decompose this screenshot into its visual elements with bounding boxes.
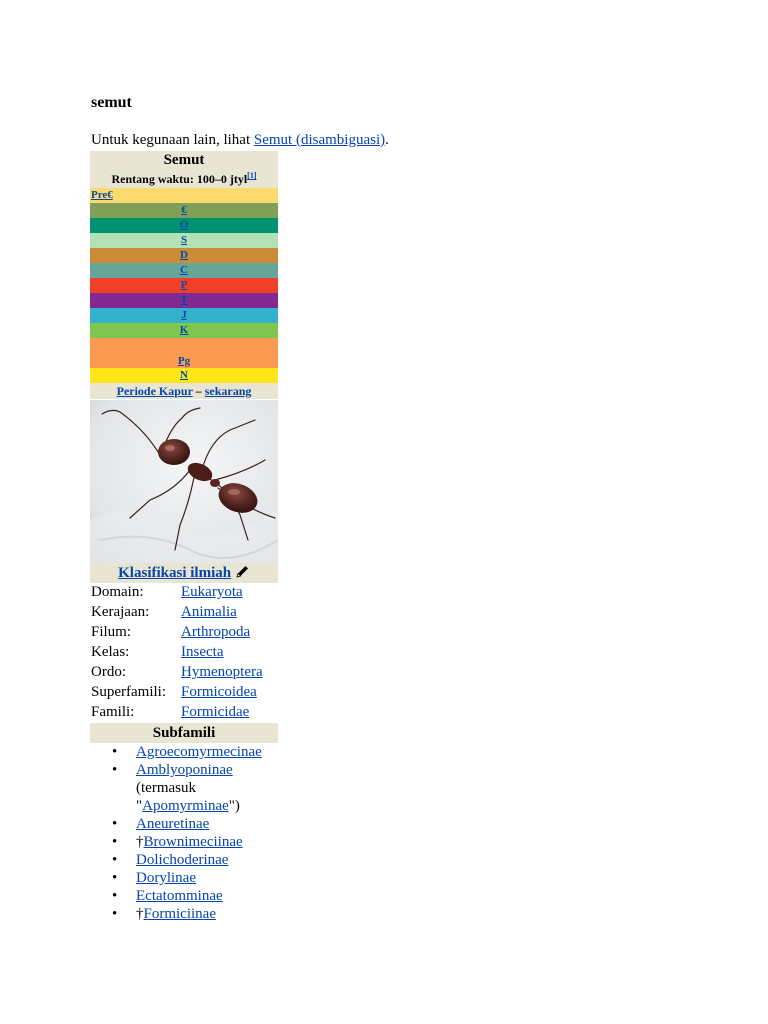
table-row	[90, 643, 278, 663]
taxobox-header	[90, 151, 278, 188]
taxon-link[interactable]: Eukaryota	[181, 584, 243, 600]
rank-label: Superfamili:	[91, 684, 166, 700]
bullet-icon: •	[112, 744, 118, 760]
time-band-link[interactable]: T	[180, 294, 188, 306]
taxon-link[interactable]: Insecta	[181, 644, 224, 660]
time-band-cambrian	[90, 203, 278, 218]
taxobox	[90, 151, 278, 923]
subfamily-link[interactable]: Aneuretinae	[136, 816, 210, 832]
subfamily-link[interactable]: Formiciinae	[143, 906, 216, 922]
time-band-devonian	[90, 248, 278, 263]
pencil-icon[interactable]	[235, 564, 250, 579]
taxon-link[interactable]: Formicoidea	[181, 684, 257, 700]
table-row	[90, 683, 278, 703]
subfamily-note-end: ")	[228, 798, 240, 814]
ant-photo[interactable]	[90, 400, 278, 563]
time-band-silurian	[90, 233, 278, 248]
list-item	[90, 761, 268, 815]
page-title: semut	[91, 94, 132, 111]
subfamily-header: Subfamili	[90, 723, 278, 743]
time-band-permian	[90, 278, 278, 293]
table-row	[90, 703, 278, 723]
taxon-link[interactable]: Arthropoda	[181, 624, 251, 640]
time-band-ordovician	[90, 218, 278, 233]
subfamily-note-link[interactable]: Apomyrminae	[142, 798, 229, 814]
bullet-icon: •	[112, 888, 118, 904]
table-row	[90, 583, 278, 603]
time-band-link[interactable]: C	[180, 264, 188, 276]
hatnote	[91, 132, 389, 149]
time-band-link[interactable]: D	[180, 249, 188, 261]
period-start-link[interactable]: Periode Kapur	[116, 384, 193, 398]
classification-header	[90, 563, 278, 583]
time-band-triassic	[90, 293, 278, 308]
bullet-icon: •	[112, 906, 118, 922]
subfamily-link[interactable]: Dolichoderinae	[136, 852, 229, 868]
rank-value	[180, 683, 278, 703]
time-band-neogene	[90, 368, 278, 383]
taxon-link[interactable]: Hymenoptera	[181, 664, 263, 680]
list-item	[90, 851, 268, 869]
subfamily-link[interactable]: Ectatomminae	[136, 888, 223, 904]
subfamily-link[interactable]: Brownimeciinae	[143, 834, 243, 850]
list-item	[90, 869, 268, 887]
list-item	[90, 743, 268, 761]
rank-label: Famili:	[91, 704, 135, 720]
list-item	[90, 833, 268, 851]
rank-value	[180, 703, 278, 723]
extinct-marker: †	[136, 906, 144, 922]
subfamily-list	[90, 743, 278, 923]
time-band-link[interactable]: €	[181, 204, 187, 216]
taxon-link[interactable]: Formicidae	[181, 704, 250, 720]
period-end-link[interactable]: sekarang	[204, 384, 252, 398]
rank-value	[180, 583, 278, 603]
rank-label: Domain:	[91, 584, 144, 600]
reference-link[interactable]: [1]	[247, 171, 257, 180]
taxonomy-table	[90, 583, 278, 723]
bullet-icon: •	[112, 762, 118, 778]
time-band-link[interactable]: K	[179, 324, 189, 336]
table-row	[90, 603, 278, 623]
taxon-link[interactable]: Animalia	[181, 604, 237, 620]
subfamily-link[interactable]: Dorylinae	[136, 870, 196, 886]
extinct-marker: †	[136, 834, 144, 850]
time-band-link[interactable]: S	[180, 234, 188, 246]
bullet-icon: •	[112, 834, 118, 850]
period-separator: –	[192, 384, 205, 398]
time-band-jurassic	[90, 308, 278, 323]
rank-value	[180, 623, 278, 643]
time-band-link[interactable]: P	[180, 279, 188, 291]
time-band-link[interactable]: J	[181, 309, 187, 321]
rank-label: Filum:	[91, 624, 132, 640]
time-band-link[interactable]: O	[179, 219, 189, 231]
disambiguation-link[interactable]: Semut (disambiguasi)	[253, 132, 386, 148]
time-band-cretaceous	[90, 323, 278, 338]
rank-value	[180, 603, 278, 623]
bullet-icon: •	[112, 852, 118, 868]
list-item	[90, 887, 268, 905]
list-item	[90, 905, 268, 923]
list-item	[90, 815, 268, 833]
time-range	[90, 169, 278, 188]
time-band-link[interactable]: Pg	[177, 355, 191, 367]
subfamily-link[interactable]: Amblyoponinae	[136, 762, 233, 778]
taxon-name: Semut	[163, 152, 205, 168]
hatnote-prefix: Untuk kegunaan lain, lihat	[91, 132, 254, 148]
rank-label: Kelas:	[91, 644, 130, 660]
classification-link[interactable]: Klasifikasi ilmiah	[118, 565, 232, 581]
table-row	[90, 663, 278, 683]
rank-label: Ordo:	[91, 664, 126, 680]
bullet-icon: •	[112, 816, 118, 832]
time-band-precambrian	[90, 188, 278, 203]
geologic-timescale	[90, 188, 278, 383]
bullet-icon: •	[112, 870, 118, 886]
table-row	[90, 623, 278, 643]
time-range-label: Rentang waktu: 100–0 jtyl	[111, 172, 248, 186]
rank-label: Kerajaan:	[91, 604, 150, 620]
time-band-link[interactable]: N	[180, 369, 188, 381]
rank-value	[180, 663, 278, 683]
subfamily-note: (termasuk "	[136, 780, 196, 814]
hatnote-suffix: .	[385, 132, 389, 148]
time-band-carboniferous	[90, 263, 278, 278]
time-band-paleogene	[90, 338, 278, 368]
time-band-link[interactable]: Pre€	[91, 189, 113, 201]
period-range	[90, 383, 278, 399]
rank-value	[180, 643, 278, 663]
subfamily-link[interactable]: Agroecomyrmecinae	[136, 744, 262, 760]
